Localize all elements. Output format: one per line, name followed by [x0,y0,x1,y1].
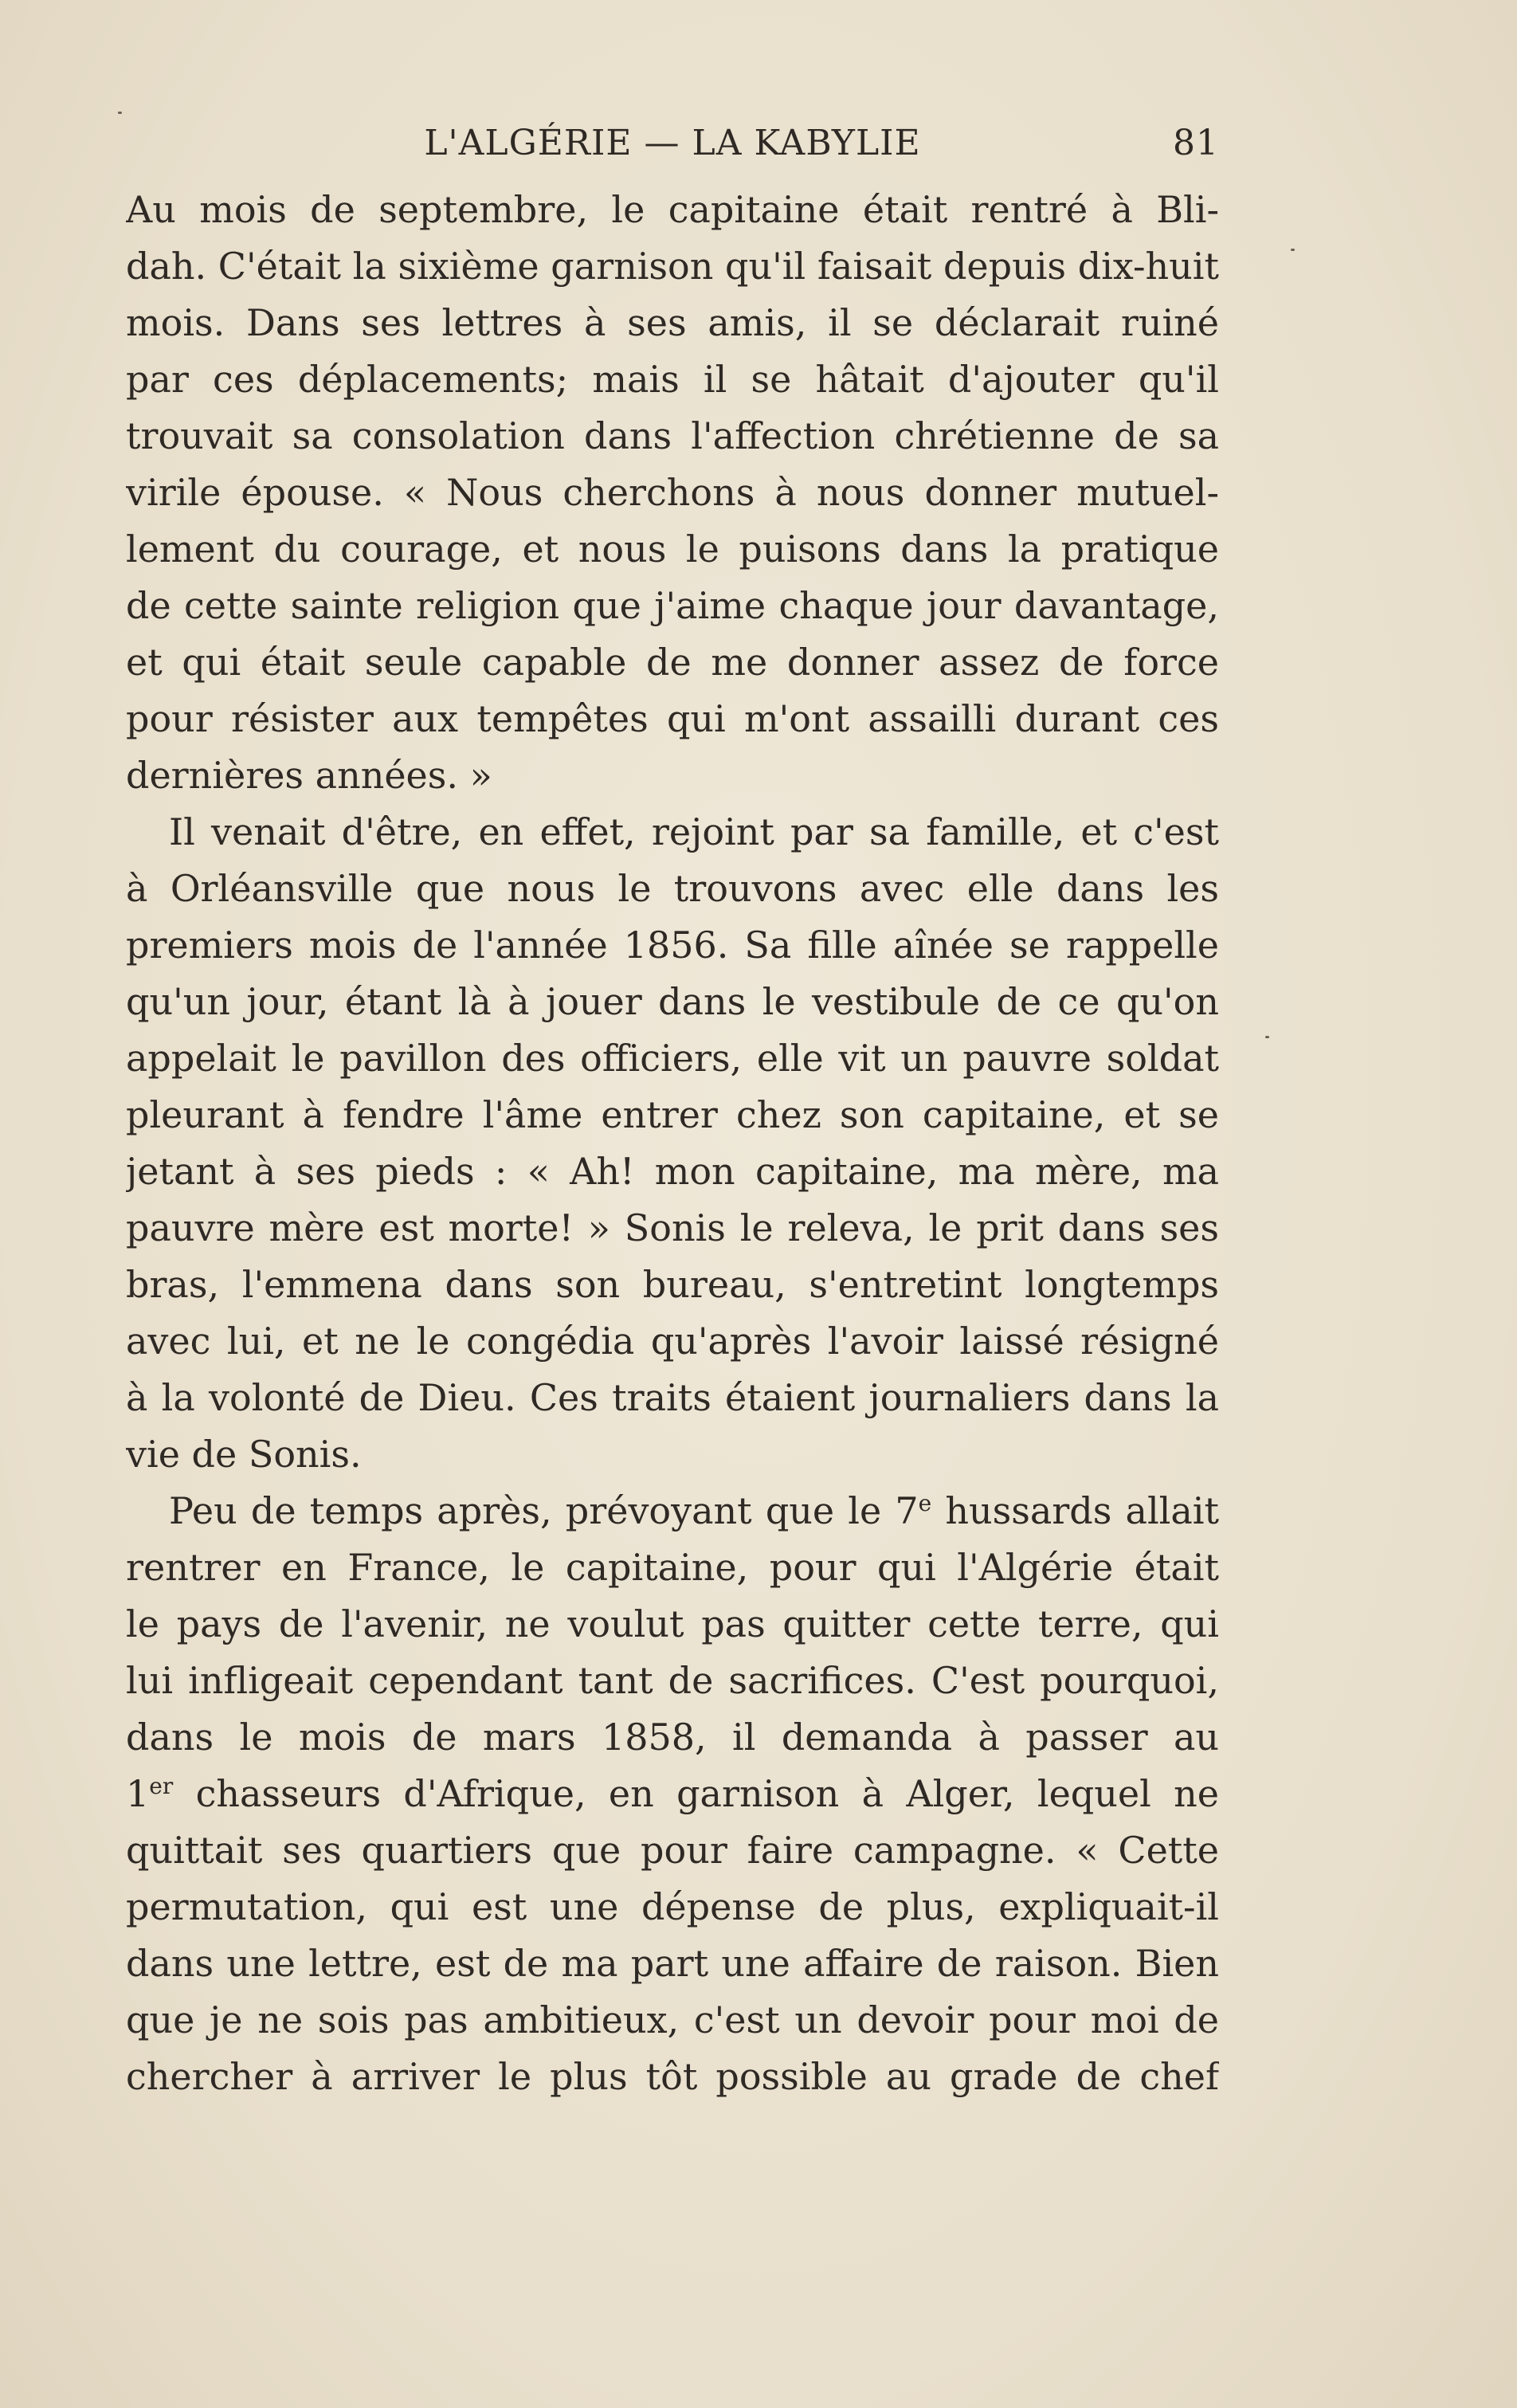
paper-speck [118,112,122,114]
paper-speck [1291,249,1295,251]
running-head [126,120,1219,167]
text-line: trouvait sa consolation dans l'affection chrétienne de sa [126,414,1219,457]
text-line: que je ne sois pas ambitieux, c'est un devoir pour moi de [126,1998,1219,2041]
running-title: L'ALGÉRIE — LA KABYLIE [424,123,921,163]
text-fragment: Peu de temps après, prévoyant que le 7 [169,1489,919,1532]
text-line: appelait le pavillon des officiers, elle vit un pauvre soldat [126,1037,1219,1080]
text-line: jetant à ses pieds : « Ah! mon capitaine, ma mère, ma [126,1150,1219,1193]
text-line: Il venait d'être, en effet, rejoint par sa famille, et c'est [169,810,1219,853]
text-line: dah. C'était la sixième garnison qu'il faisait depuis dix-huit [126,245,1219,288]
text-line: dans le mois de mars 1858, il demanda à passer au [126,1716,1219,1759]
paper-speck [1265,1036,1269,1038]
text-line: bras, l'emmena dans son bureau, s'entretint longtemps [126,1263,1219,1306]
text-line: et qui était seule capable de me donner assez de force [126,641,1219,684]
text-line: permutation, qui est une dépense de plus, expliquait-il [126,1885,1219,1928]
text-line: à la volonté de Dieu. Ces traits étaient journaliers dans la [126,1376,1219,1419]
text-line: pauvre mère est morte! » Sonis le releva, le prit dans ses [126,1206,1219,1249]
text-line: chercher à arriver le plus tôt possible au grade de chef [126,2055,1219,2098]
text-fragment: chasseurs d'Afrique, en garnison à Alger, lequel ne [173,1772,1219,1815]
text-fragment: hussards allait [931,1489,1219,1532]
text-line: avec lui, et ne le congédia qu'après l'avoir laissé résigné [126,1320,1219,1363]
text-line: lui infligeait cependant tant de sacrifices. C'est pourquoi, [126,1659,1219,1702]
text-line: qu'un jour, étant là à jouer dans le vestibule de ce qu'on [126,980,1219,1023]
text-line: pleurant à fendre l'âme entrer chez son capitaine, et se [126,1093,1219,1136]
text-line: dans une lettre, est de ma part une affaire de raison. Bien [126,1942,1219,1985]
text-line [126,1483,1219,1539]
text-line: le pays de l'avenir, ne voulut pas quitter cette terre, qui [126,1602,1219,1645]
text-line: dernières années. » [126,754,492,797]
text-line: mois. Dans ses lettres à ses amis, il se déclarait ruiné [126,301,1219,344]
text-line: pour résister aux tempêtes qui m'ont assailli durant ces [126,697,1219,740]
text-fragment: 1 [126,1772,150,1815]
text-line: de cette sainte religion que j'aime chaque jour davantage, [126,584,1219,627]
text-line: quittait ses quartiers que pour faire campagne. « Cette [126,1829,1219,1872]
text-line: Au mois de septembre, le capitaine était rentré à Bli- [126,188,1219,231]
text-line: rentrer en France, le capitaine, pour qui l'Algérie était [126,1546,1219,1589]
superscript: e [918,1490,932,1516]
text-line: à Orléansville que nous le trouvons avec elle dans les [126,867,1219,910]
text-line: par ces déplacements; mais il se hâtait d'ajouter qu'il [126,358,1219,401]
text-line: virile épouse. « Nous cherchons à nous donner mutuel- [126,471,1219,514]
text-line: vie de Sonis. [126,1433,362,1476]
superscript: er [149,1773,174,1799]
body-text [126,182,1219,2105]
text-line: premiers mois de l'année 1856. Sa fille aînée se rappelle [126,924,1219,967]
page-number: 81 [1173,123,1219,163]
text-line: lement du courage, et nous le puisons dans la pratique [126,527,1219,571]
text-line [126,1766,1219,1822]
